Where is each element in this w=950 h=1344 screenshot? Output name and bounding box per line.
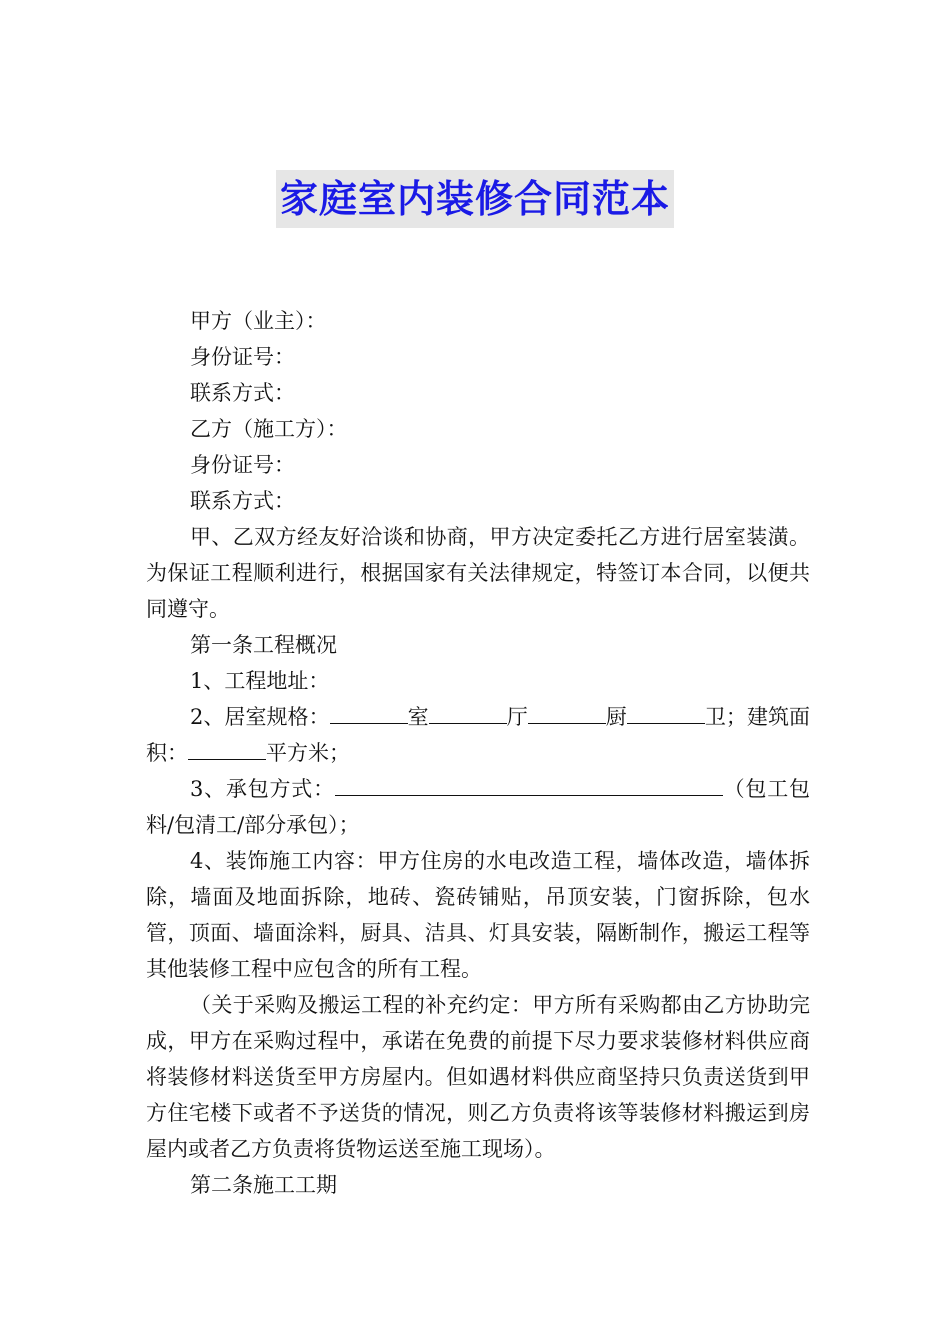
party-a-id-label: 身份证号： bbox=[190, 345, 295, 369]
item-3-prefix: 3、承包方式： bbox=[190, 777, 335, 801]
bath-blank bbox=[627, 699, 705, 724]
party-b-id-label: 身份证号： bbox=[190, 453, 295, 477]
item-3-suffix: （包工包料/包清工/部分承包）； bbox=[146, 777, 810, 837]
room-blank bbox=[330, 699, 408, 724]
article-1-item-2 bbox=[146, 699, 810, 771]
area-unit: 平方米； bbox=[266, 741, 350, 765]
party-b-contact-label: 联系方式： bbox=[190, 489, 295, 513]
article-2-heading: 第二条施工工期 bbox=[190, 1173, 337, 1197]
article-1-item-4: 4、装饰施工内容：甲方住房的水电改造工程，墙体改造，墙体拆除，墙面及地面拆除，地砖、瓷砖铺贴，吊顶安装，门窗拆除，包水管，顶面、墙面涂料，厨具、洁具、灯具安装，隔断制作，搬运工程等其他装修工程中应包含的所有工程。 bbox=[146, 849, 810, 981]
room-label: 室 bbox=[407, 705, 429, 729]
hall-label: 厅 bbox=[506, 705, 528, 729]
article-1-heading: 第一条工程概况 bbox=[190, 633, 337, 657]
party-a-label: 甲方（业主）： bbox=[190, 309, 327, 333]
bath-label: 卫；建筑面积： bbox=[146, 705, 811, 765]
area-blank bbox=[188, 735, 266, 760]
party-b-label: 乙方（施工方）： bbox=[190, 417, 348, 441]
article-1-item-3 bbox=[146, 771, 810, 843]
article-1-supplement: （关于采购及搬运工程的补充约定：甲方所有采购都由乙方协助完成，甲方在采购过程中，承诺在免费的前提下尽力要求装修材料供应商将装修材料送货至甲方房屋内。但如遇材料供应商坚持只负责送货到甲方住宅楼下或者不予送货的情况，则乙方负责将该等装修材料搬运到房屋内或者乙方负责将货物运送至施工现场）。 bbox=[146, 993, 810, 1161]
document-body bbox=[146, 303, 810, 1203]
document-title: 家庭室内装修合同范本 bbox=[276, 170, 674, 228]
kitchen-label: 厨 bbox=[605, 705, 627, 729]
item-2-prefix: 2、居室规格： bbox=[190, 705, 330, 729]
intro-paragraph: 甲、乙双方经友好洽谈和协商，甲方决定委托乙方进行居室装潢。为保证工程顺利进行，根据国家有关法律规定，特签订本合同，以便共同遵守。 bbox=[146, 525, 810, 621]
kitchen-blank bbox=[528, 699, 606, 724]
party-a-contact-label: 联系方式： bbox=[190, 381, 295, 405]
title-container bbox=[0, 170, 950, 228]
contract-type-blank bbox=[335, 771, 723, 796]
article-1-item-1: 1、工程地址： bbox=[190, 669, 330, 693]
hall-blank bbox=[429, 699, 507, 724]
